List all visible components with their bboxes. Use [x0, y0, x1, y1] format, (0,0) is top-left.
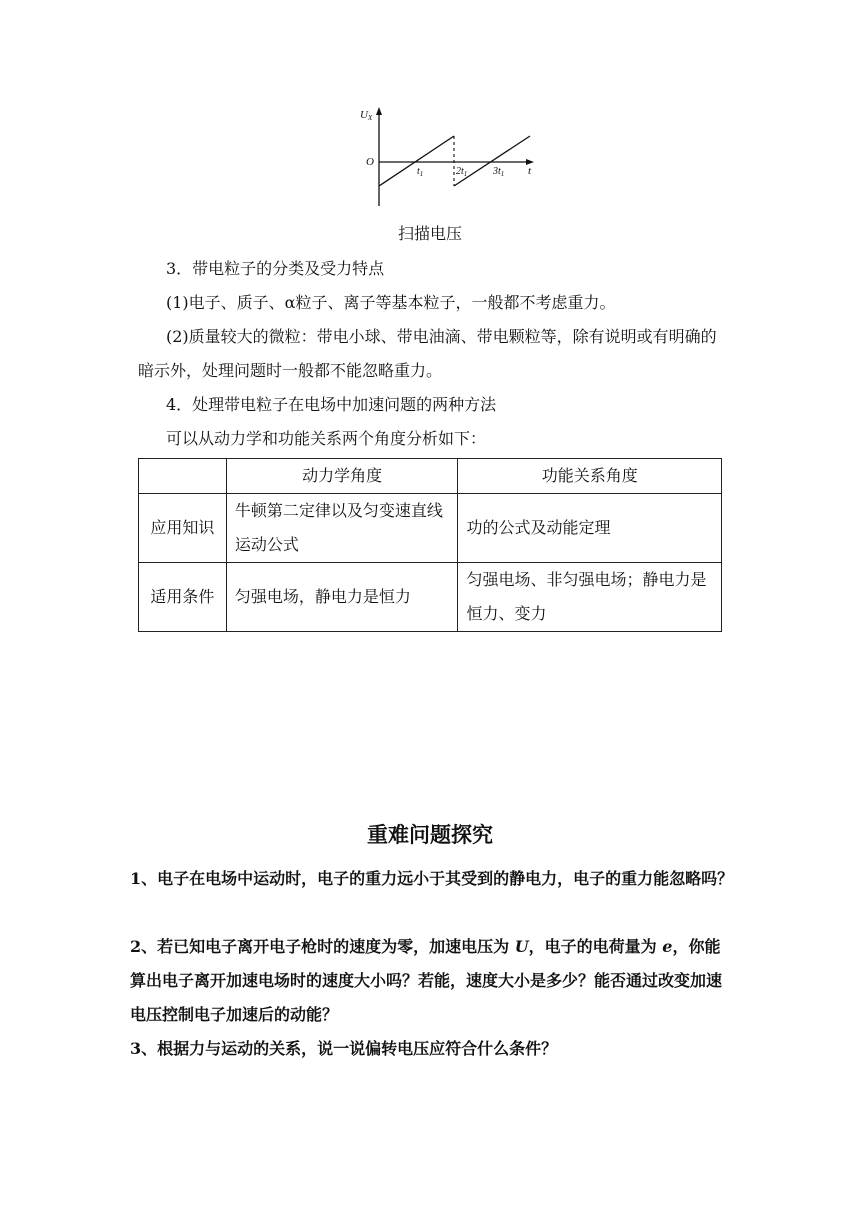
y-axis-arrow [376, 107, 382, 115]
question-2-part-b: ，电子的电荷量为 [528, 937, 663, 956]
table-header-cell [139, 459, 227, 494]
section-4-heading: 4．处理带电粒子在电场中加速问题的两种方法 [166, 395, 497, 414]
table-cell: 应用知识 [139, 494, 227, 563]
origin-label: O [366, 156, 374, 168]
table-header-cell: 动力学角度 [226, 459, 458, 494]
question-2-part-a: 2、若已知电子离开电子枪时的速度为零，加速电压为 [130, 937, 515, 956]
variable-u: U [514, 937, 529, 956]
table-cell: 适用条件 [139, 563, 227, 632]
tick-label-t1: $t_1$ [417, 166, 424, 178]
table-header-cell: 功能关系角度 [458, 459, 722, 494]
tick-label-2t1: $2t_1$ [456, 166, 468, 178]
table-header-row [139, 459, 722, 494]
x-axis-label: t [528, 165, 532, 177]
figure-caption: 扫描电压 [397, 224, 462, 243]
table-cell: 匀强电场、非匀强电场；静电力是恒力、变力 [458, 563, 722, 632]
comparison-table [138, 458, 722, 632]
table-cell: 牛顿第二定律以及匀变速直线运动公式 [226, 494, 458, 563]
variable-e: e [662, 937, 673, 956]
question-2 [130, 930, 734, 1032]
ramp-2 [454, 136, 530, 186]
question-3: 3、根据力与运动的关系，说一说偏转电压应符合什么条件？ [130, 1039, 558, 1058]
section-3-item-2: (2)质量较大的微粒：带电小球、带电油滴、带电颗粒等，除有说明或有明确的暗示外，处理问题时一般都不能忽略重力。 [138, 327, 717, 380]
question-1: 1、电子在电场中运动时，电子的重力远小于其受到的静电力，电子的重力能忽略吗？ [130, 869, 734, 888]
section-4-intro: 可以从动力学和功能关系两个角度分析如下： [166, 429, 487, 448]
table-cell: 功的公式及动能定理 [458, 494, 722, 563]
y-axis-label: UX [360, 109, 373, 122]
section-title: 重难问题探究 [367, 822, 493, 847]
ramp-1 [379, 136, 454, 186]
scan-voltage-graph [356, 102, 540, 214]
section-3-heading: 3．带电粒子的分类及受力特点 [166, 259, 385, 278]
table-row [139, 494, 722, 563]
question-2-part-c: ，你能算出电子离开加速电场时的速度大小吗？若能，速度大小是多少？能否通过改变加速电压控制电子加速后的动能？ [130, 937, 723, 1024]
table-cell: 匀强电场，静电力是恒力 [226, 563, 458, 632]
section-3-item-1: (1)电子、质子、α粒子、离子等基本粒子，一般都不考虑重力。 [166, 293, 616, 312]
tick-label-3t1: $3t_1$ [493, 166, 505, 178]
table-row [139, 563, 722, 632]
